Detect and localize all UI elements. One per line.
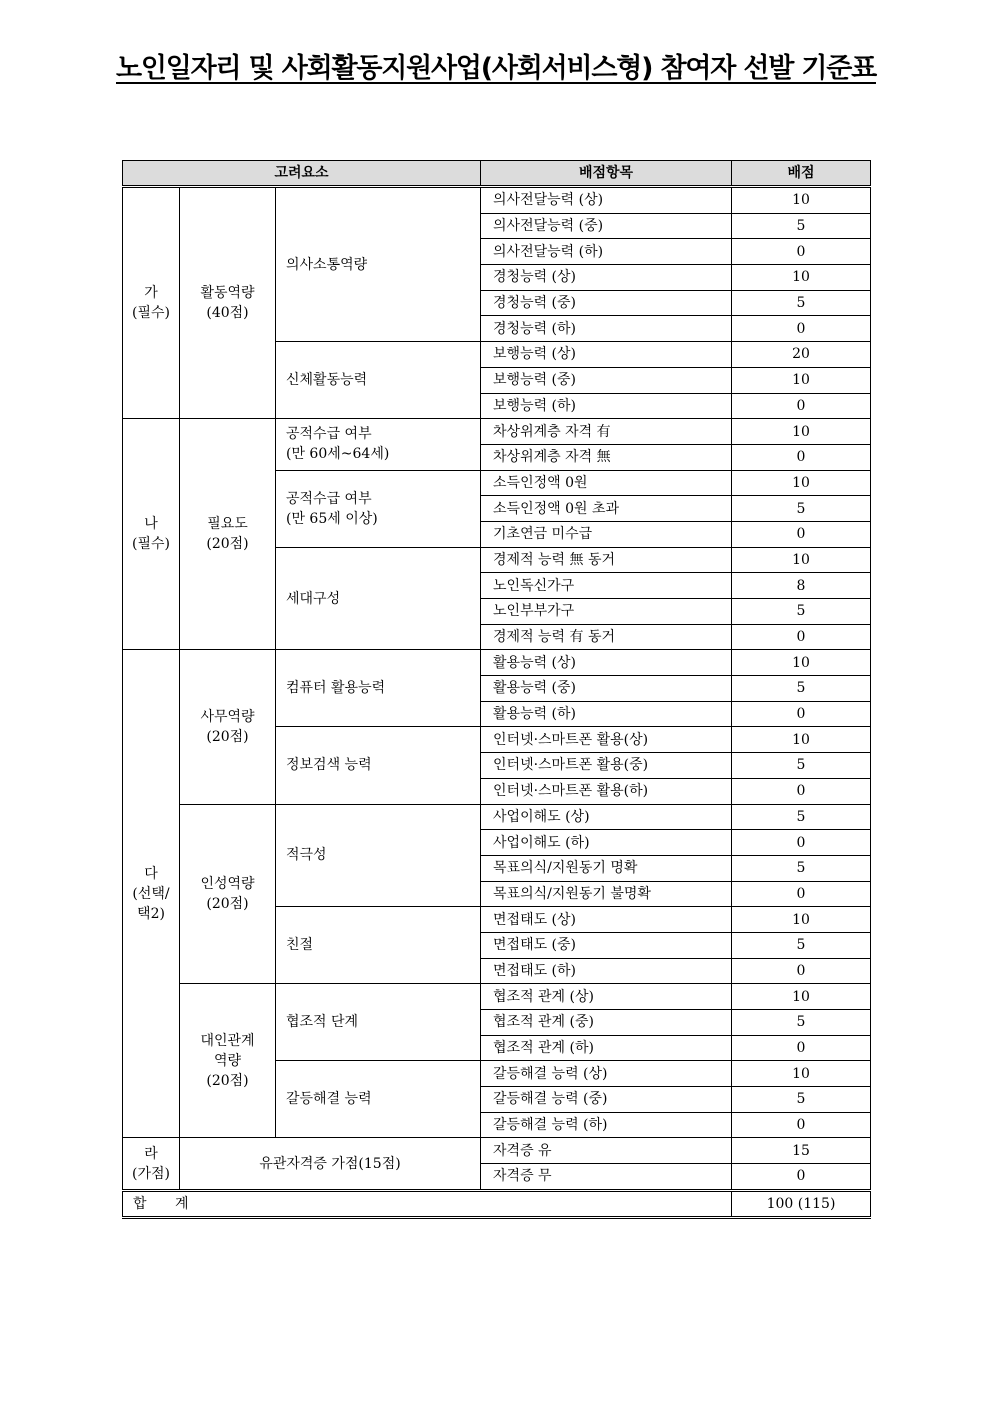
- factor-subgroup: 공적수급 여부 (만 60세~64세): [276, 419, 481, 470]
- score-item: 의사전달능력 (중): [481, 213, 732, 239]
- table-row: [123, 650, 871, 676]
- score-item: 노인부부가구: [481, 599, 732, 625]
- total-score: 100 (115): [732, 1190, 871, 1217]
- page-title: 노인일자리 및 사회활동지원사업(사회서비스형) 참여자 선발 기준표: [116, 53, 876, 84]
- score-item: 활용능력 (중): [481, 676, 732, 702]
- score-item: 협조적 관계 (상): [481, 984, 732, 1010]
- score-value: 0: [732, 1112, 871, 1138]
- score-value: 10: [732, 367, 871, 393]
- factor-subgroup: 의사소통역량: [276, 187, 481, 342]
- score-value: 0: [732, 958, 871, 984]
- table-row: [123, 984, 871, 1010]
- score-value: 10: [732, 470, 871, 496]
- score-value: 5: [732, 676, 871, 702]
- header-factor: 고려요소: [123, 161, 481, 187]
- score-value: 5: [732, 213, 871, 239]
- score-item: 인터넷·스마트폰 활용(하): [481, 778, 732, 804]
- score-value: 5: [732, 932, 871, 958]
- section-code: 다 (선택/ 택2): [123, 650, 180, 1138]
- score-item: 협조적 관계 (하): [481, 1035, 732, 1061]
- factor-subgroup: 공적수급 여부 (만 65세 이상): [276, 470, 481, 547]
- score-value: 0: [732, 393, 871, 419]
- score-item: 자격증 유: [481, 1138, 732, 1164]
- table-row: [123, 187, 871, 214]
- score-item: 경제적 능력 有 동거: [481, 624, 732, 650]
- score-value: 10: [732, 984, 871, 1010]
- score-value: 0: [732, 316, 871, 342]
- score-value: 5: [732, 855, 871, 881]
- score-item: 목표의식/지원동기 명확: [481, 855, 732, 881]
- factor-subgroup: 협조적 단계: [276, 984, 481, 1061]
- score-item: 활용능력 (하): [481, 701, 732, 727]
- score-item: 갈등해결 능력 (상): [481, 1061, 732, 1087]
- score-item: 차상위계층 자격 有: [481, 419, 732, 445]
- table-row: [123, 1138, 871, 1164]
- score-item: 자격증 무: [481, 1164, 732, 1191]
- bonus-label: 유관자격증 가점(15점): [180, 1138, 481, 1190]
- score-item: 인터넷·스마트폰 활용(중): [481, 753, 732, 779]
- factor-subgroup: 정보검색 능력: [276, 727, 481, 804]
- score-value: 5: [732, 496, 871, 522]
- factor-subgroup: 신체활동능력: [276, 342, 481, 419]
- section-code: 라 (가점): [123, 1138, 180, 1190]
- factor-subgroup: 적극성: [276, 804, 481, 907]
- score-item: 경청능력 (상): [481, 265, 732, 291]
- score-item: 의사전달능력 (상): [481, 187, 732, 214]
- score-value: 0: [732, 239, 871, 265]
- score-value: 15: [732, 1138, 871, 1164]
- score-item: 사업이해도 (상): [481, 804, 732, 830]
- score-item: 사업이해도 (하): [481, 830, 732, 856]
- score-value: 0: [732, 830, 871, 856]
- score-item: 목표의식/지원동기 불명확: [481, 881, 732, 907]
- table-row: [123, 804, 871, 830]
- section-code: 가 (필수): [123, 187, 180, 419]
- factor-subgroup: 갈등해결 능력: [276, 1061, 481, 1138]
- score-value: 0: [732, 624, 871, 650]
- score-value: 5: [732, 1010, 871, 1036]
- score-item: 경청능력 (중): [481, 290, 732, 316]
- score-value: 10: [732, 907, 871, 933]
- score-item: 소득인정액 0원: [481, 470, 732, 496]
- score-item: 기초연금 미수급: [481, 521, 732, 547]
- score-item: 보행능력 (하): [481, 393, 732, 419]
- score-item: 면접태도 (상): [481, 907, 732, 933]
- score-value: 10: [732, 547, 871, 573]
- score-item: 노인독신가구: [481, 573, 732, 599]
- score-value: 5: [732, 599, 871, 625]
- score-value: 5: [732, 804, 871, 830]
- factor-group: 인성역량 (20점): [180, 804, 276, 984]
- score-value: 0: [732, 881, 871, 907]
- factor-subgroup: 친절: [276, 907, 481, 984]
- score-item: 경청능력 (하): [481, 316, 732, 342]
- score-value: 10: [732, 1061, 871, 1087]
- score-item: 활용능력 (상): [481, 650, 732, 676]
- score-value: 0: [732, 778, 871, 804]
- score-item: 면접태도 (하): [481, 958, 732, 984]
- score-value: 10: [732, 265, 871, 291]
- score-value: 5: [732, 1087, 871, 1113]
- score-value: 10: [732, 419, 871, 445]
- factor-group: 사무역량 (20점): [180, 650, 276, 804]
- score-item: 의사전달능력 (하): [481, 239, 732, 265]
- factor-subgroup: 컴퓨터 활용능력: [276, 650, 481, 727]
- score-value: 8: [732, 573, 871, 599]
- selection-criteria-table: [122, 160, 871, 1219]
- score-item: 협조적 관계 (중): [481, 1010, 732, 1036]
- score-value: 0: [732, 1164, 871, 1191]
- score-value: 0: [732, 521, 871, 547]
- factor-group: 필요도 (20점): [180, 419, 276, 650]
- score-value: 20: [732, 342, 871, 368]
- table-header-row: [123, 161, 871, 187]
- score-value: 10: [732, 650, 871, 676]
- factor-group: 활동역량 (40점): [180, 187, 276, 419]
- table-row: [123, 419, 871, 445]
- score-item: 차상위계층 자격 無: [481, 444, 732, 470]
- section-code: 나 (필수): [123, 419, 180, 650]
- score-value: 5: [732, 753, 871, 779]
- factor-subgroup: 세대구성: [276, 547, 481, 650]
- score-value: 10: [732, 187, 871, 214]
- score-item: 보행능력 (중): [481, 367, 732, 393]
- score-item: 경제적 능력 無 동거: [481, 547, 732, 573]
- score-item: 보행능력 (상): [481, 342, 732, 368]
- score-item: 갈등해결 능력 (하): [481, 1112, 732, 1138]
- total-row: [123, 1190, 871, 1217]
- header-item: 배점항목: [481, 161, 732, 187]
- total-label: 합 계: [123, 1190, 732, 1217]
- score-item: 인터넷·스마트폰 활용(상): [481, 727, 732, 753]
- score-item: 갈등해결 능력 (중): [481, 1087, 732, 1113]
- factor-group: 대인관계 역량 (20점): [180, 984, 276, 1138]
- score-value: 0: [732, 701, 871, 727]
- score-value: 10: [732, 727, 871, 753]
- score-value: 0: [732, 444, 871, 470]
- score-value: 5: [732, 290, 871, 316]
- header-score: 배점: [732, 161, 871, 187]
- score-item: 소득인정액 0원 초과: [481, 496, 732, 522]
- table-body: [123, 187, 871, 1218]
- score-value: 0: [732, 1035, 871, 1061]
- score-item: 면접태도 (중): [481, 932, 732, 958]
